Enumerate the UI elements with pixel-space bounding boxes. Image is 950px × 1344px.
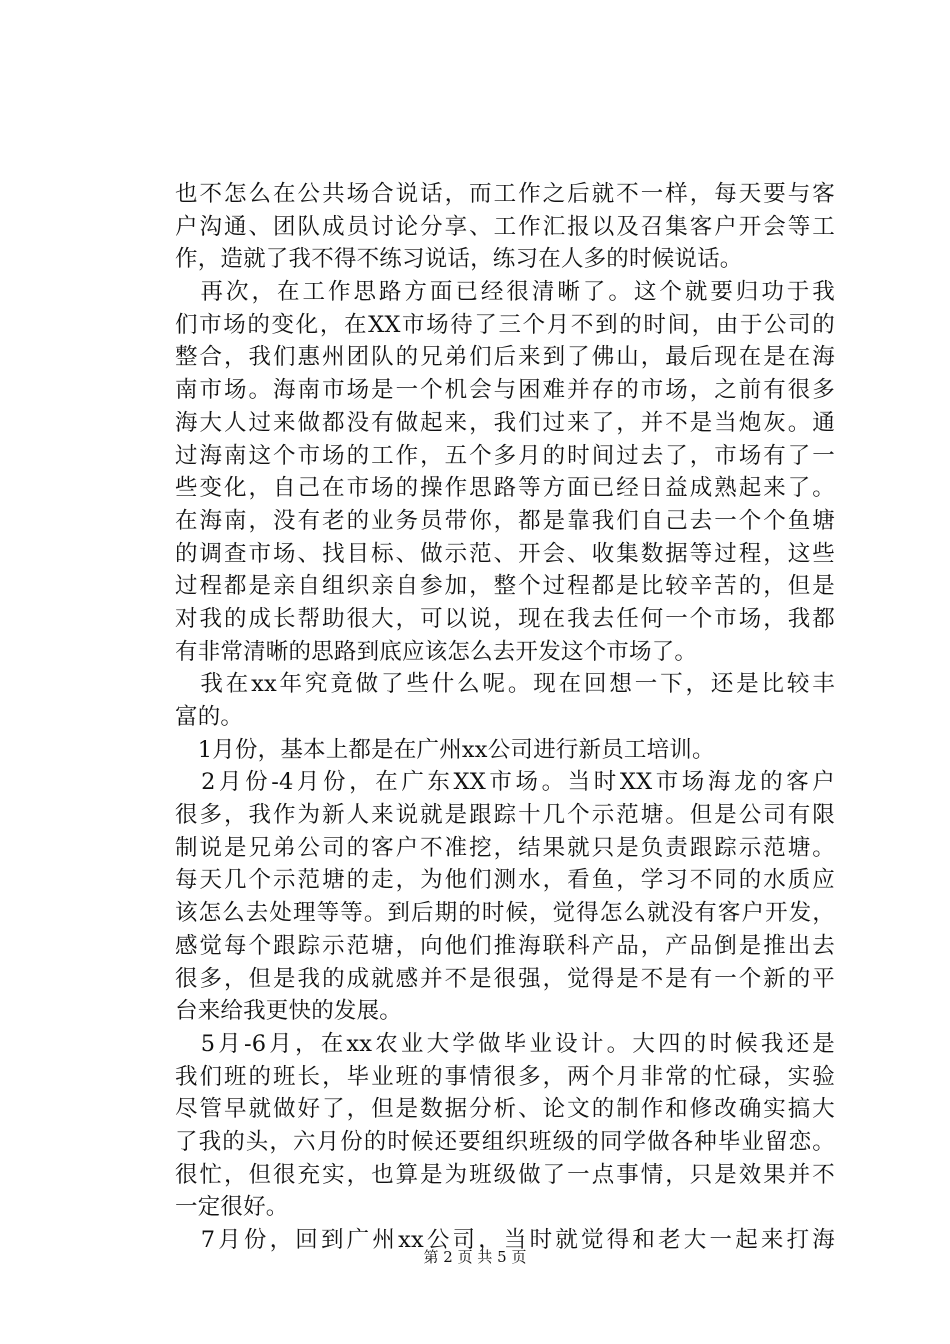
text-line: 整合，我们惠州团队的兄弟们后来到了佛山，最后现在是在海	[175, 344, 835, 371]
text-line: 些变化，自己在市场的操作思路等方面已经日益成熟起来了。	[175, 475, 835, 502]
text-line: 也不怎么在公共场合说话，而工作之后就不一样，每天要与客	[175, 181, 835, 207]
text-line: 过程都是亲自组织亲自参加，整个过程都是比较辛苦的，但是	[175, 573, 835, 600]
text-line: 我在xx年究竟做了些什么呢。现在回想一下，还是比较丰	[175, 671, 835, 698]
text-line: 很多，我作为新人来说就是跟踪十几个示范塘。但是公司有限	[175, 802, 835, 829]
text-line: 每天几个示范塘的走，为他们测水，看鱼，学习不同的水质应	[175, 867, 835, 894]
text-line: 海大人过来做都没有做起来，我们过来了，并不是当炮灰。通	[175, 409, 835, 436]
text-line: 户沟通、团队成员讨论分享、工作汇报以及召集客户开会等工	[175, 213, 835, 240]
text-line: 过海南这个市场的工作，五个多月的时间过去了，市场有了一	[175, 442, 835, 469]
text-line: 制说是兄弟公司的客户不准挖，结果就只是负责跟踪示范塘。	[175, 834, 835, 861]
text-line: 很忙，但很充实，也算是为班级做了一点事情，只是效果并不	[175, 1161, 835, 1188]
text-line: 南市场。海南市场是一个机会与困难并存的市场，之前有很多	[175, 377, 835, 404]
page-number-label: 第 2 页 共 5 页	[423, 1248, 527, 1266]
text-line: 1月份，基本上都是在广州xx公司进行新员工培训。	[175, 736, 715, 763]
text-line: 们市场的变化，在XX市场待了三个月不到的时间，由于公司的	[175, 311, 835, 338]
text-line: 作，造就了我不得不练习说话，练习在人多的时候说话。	[175, 246, 743, 273]
text-line: 富的。	[175, 704, 244, 730]
text-line: 对我的成长帮助很大，可以说，现在我去任何一个市场，我都	[175, 605, 835, 632]
text-line: 有非常清晰的思路到底应该怎么去开发这个市场了。	[175, 638, 698, 665]
text-line: 了我的头，六月份的时候还要组织班级的同学做各种毕业留恋。	[175, 1128, 835, 1155]
text-line: 5月-6月，在xx农业大学做毕业设计。大四的时候我还是	[175, 1030, 835, 1057]
text-line: 2月份-4月份，在广东XX市场。当时XX市场海龙的客户	[175, 769, 835, 796]
text-line: 在海南，没有老的业务员带你，都是靠我们自己去一个个鱼塘	[175, 507, 835, 534]
text-line: 很多，但是我的成就感并不是很强，觉得是不是有一个新的平	[175, 965, 835, 992]
text-line: 我们班的班长，毕业班的事情很多，两个月非常的忙碌，实验	[175, 1063, 835, 1090]
text-line: 感觉每个跟踪示范塘，向他们推海联科产品，产品倒是推出去	[175, 932, 835, 959]
document-body	[175, 178, 835, 1257]
text-line: 的调查市场、找目标、做示范、开会、收集数据等过程，这些	[175, 540, 835, 567]
text-line: 尽管早就做好了，但是数据分析、论文的制作和修改确实搞大	[175, 1096, 835, 1123]
text-line: 7月份，回到广州xx公司，当时就觉得和老大一起来打海	[175, 1227, 835, 1253]
text-line: 台来给我更快的发展。	[175, 998, 403, 1025]
text-line: 再次，在工作思路方面已经很清晰了。这个就要归功于我	[175, 279, 835, 306]
text-line: 一定很好。	[175, 1194, 289, 1221]
page-footer	[0, 1247, 950, 1267]
text-line: 该怎么去处理等等。到后期的时候，觉得怎么就没有客户开发，	[175, 900, 835, 927]
